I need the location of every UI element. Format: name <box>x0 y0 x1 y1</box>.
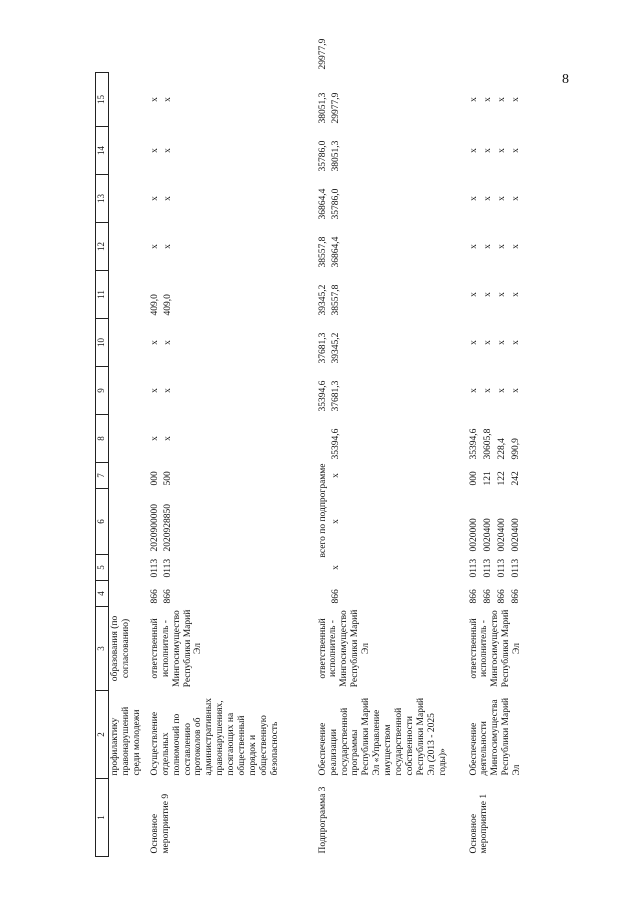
row-label: Основное мероприятие 9 <box>149 793 171 854</box>
col-header: 14 <box>96 127 109 175</box>
cell: 39345,2 <box>317 284 328 316</box>
col-header: 11 <box>96 271 109 319</box>
cell: 36864,4 <box>317 188 328 220</box>
cell: 500 <box>162 471 173 486</box>
cell: x <box>497 388 508 393</box>
col-header: 1 <box>96 779 109 857</box>
cell: x <box>511 148 522 153</box>
col-header: 13 <box>96 175 109 223</box>
cell: 36864,4 <box>330 236 341 268</box>
cell: 37681,3 <box>330 380 341 412</box>
cell: 000 <box>468 471 479 486</box>
row-description: профилактику правонарушений среди молодежи <box>110 706 142 776</box>
cell: 29977,9 <box>317 38 328 70</box>
cell: 37681,3 <box>317 332 328 364</box>
cell: x <box>149 436 160 441</box>
cell: 866 <box>511 589 522 604</box>
col-header: 4 <box>96 581 109 607</box>
cell: x <box>511 244 522 249</box>
cell: 38051,3 <box>330 140 341 172</box>
cell: 409,0 <box>162 294 173 316</box>
cell: x <box>468 292 479 297</box>
cell: 0020400 <box>511 518 522 552</box>
cell: x <box>511 196 522 201</box>
cell: x <box>483 340 493 345</box>
row-description: Обеспечение деятельности Мингосимущества Республики Марий Эл <box>468 697 523 776</box>
cell: x <box>330 565 341 570</box>
cell: 0020400 <box>497 518 508 552</box>
cell: x <box>330 473 341 478</box>
cell: x <box>149 244 160 249</box>
cell: 29977,9 <box>330 92 341 124</box>
row-label: Подпрограмма 3 <box>317 786 328 854</box>
cell: x <box>483 97 493 102</box>
cell: 35786,0 <box>317 140 328 172</box>
cell: 866 <box>497 589 508 604</box>
col-header: 6 <box>96 489 109 555</box>
col-header: 9 <box>96 367 109 415</box>
cell: 0113 <box>497 558 508 578</box>
cell: 2020900000 <box>149 504 160 552</box>
cell: x <box>149 196 160 201</box>
page-number: 8 <box>562 72 569 87</box>
cell: x <box>483 292 493 297</box>
cell: 35394,6 <box>330 428 341 460</box>
col-header: 10 <box>96 319 109 367</box>
cell: 990,9 <box>511 438 522 460</box>
cell: x <box>162 148 173 153</box>
row-description: Обеспечение реализации государственной программы Республики Марий Эл «Управление имуществом государственной собственности Республики Марий Эл (2013 - 2025 годы)» <box>317 697 448 776</box>
col-header: 8 <box>96 415 109 463</box>
cell: x <box>511 97 522 102</box>
cell: 228,4 <box>497 438 508 460</box>
cell: 0020400 <box>483 518 493 552</box>
budget-table <box>95 38 524 857</box>
cell: 0113 <box>149 558 160 578</box>
cell: x <box>162 196 173 201</box>
cell: 0113 <box>468 558 479 578</box>
cell: x <box>162 97 173 102</box>
rotated-table-container <box>95 38 620 857</box>
cell: x <box>149 388 160 393</box>
cell: 0113 <box>483 558 493 578</box>
cell: x <box>149 97 160 102</box>
cell: 39345,2 <box>330 332 341 364</box>
table-row <box>144 67 162 857</box>
table-row <box>463 67 482 857</box>
col-header: 12 <box>96 223 109 271</box>
cell: 0020000 <box>468 518 479 552</box>
cell: 866 <box>149 589 160 604</box>
row-label: Основное мероприятие 1 <box>468 793 490 854</box>
cell: 35394,6 <box>468 428 479 460</box>
cell: 0113 <box>511 558 522 578</box>
col-header: 2 <box>96 691 109 779</box>
cell: x <box>468 148 479 153</box>
cell: 30605,8 <box>483 428 493 460</box>
cell: x <box>497 244 508 249</box>
column-number-row <box>96 67 109 857</box>
cell: 866 <box>468 589 479 604</box>
cell: x <box>497 97 508 102</box>
cell: x <box>468 196 479 201</box>
cell: x <box>330 519 341 524</box>
cell: 35394,6 <box>317 380 328 412</box>
cell: 35786,0 <box>330 188 341 220</box>
cell: x <box>162 388 173 393</box>
cell: 38051,3 <box>317 92 328 124</box>
cell: x <box>483 148 493 153</box>
cell: 000 <box>149 471 160 486</box>
cell: x <box>468 244 479 249</box>
cell: 121 <box>483 471 493 486</box>
cell: 866 <box>330 589 341 604</box>
cell: x <box>497 196 508 201</box>
cell: 0113 <box>162 558 173 578</box>
cell: x <box>483 196 493 201</box>
cell: x <box>468 388 479 393</box>
cell: 122 <box>497 471 508 486</box>
cell: x <box>468 97 479 102</box>
table-row <box>312 67 330 857</box>
cell: x <box>511 388 522 393</box>
cell: x <box>511 340 522 345</box>
col-header: 7 <box>96 463 109 489</box>
cell: x <box>483 244 493 249</box>
cell: x <box>497 340 508 345</box>
row-description: Осуществление отдельных полномочий по составлению протоколов об административных правонарушениях, посягающих на общественный порядок и общественную безопасность <box>149 698 280 776</box>
cell: x <box>149 148 160 153</box>
cell: 866 <box>483 589 493 604</box>
table-row <box>109 67 144 857</box>
cell: 866 <box>162 589 173 604</box>
cell: x <box>483 388 493 393</box>
cell: x <box>162 436 173 441</box>
cell: x <box>468 340 479 345</box>
row-executor: образования (по согласованию) <box>110 615 131 682</box>
row-executor: ответственный исполнитель - Мингосимущество Республики Марий Эл <box>468 609 523 688</box>
row-label <box>109 779 144 857</box>
cell: 409,0 <box>149 294 160 316</box>
cell: x <box>162 244 173 249</box>
col-header: 3 <box>96 607 109 691</box>
row-executor: ответственный исполнитель - Мингосимущество Республики Марий Эл <box>149 609 204 688</box>
cell: 242 <box>511 471 522 486</box>
col-header: 15 <box>96 73 109 127</box>
cell: 38557,8 <box>330 284 341 316</box>
row-executor: ответственный исполнитель - Мингосимущество Республики Марий Эл <box>317 609 372 688</box>
cell: x <box>497 148 508 153</box>
cell: x <box>511 292 522 297</box>
cell: x <box>162 340 173 345</box>
subprogram-total-label: всего по подпрограмме <box>317 463 328 558</box>
col-header: 5 <box>96 555 109 581</box>
cell: x <box>497 292 508 297</box>
cell: 38557,8 <box>317 236 328 268</box>
cell: x <box>149 340 160 345</box>
cell: 2020928850 <box>162 504 173 552</box>
